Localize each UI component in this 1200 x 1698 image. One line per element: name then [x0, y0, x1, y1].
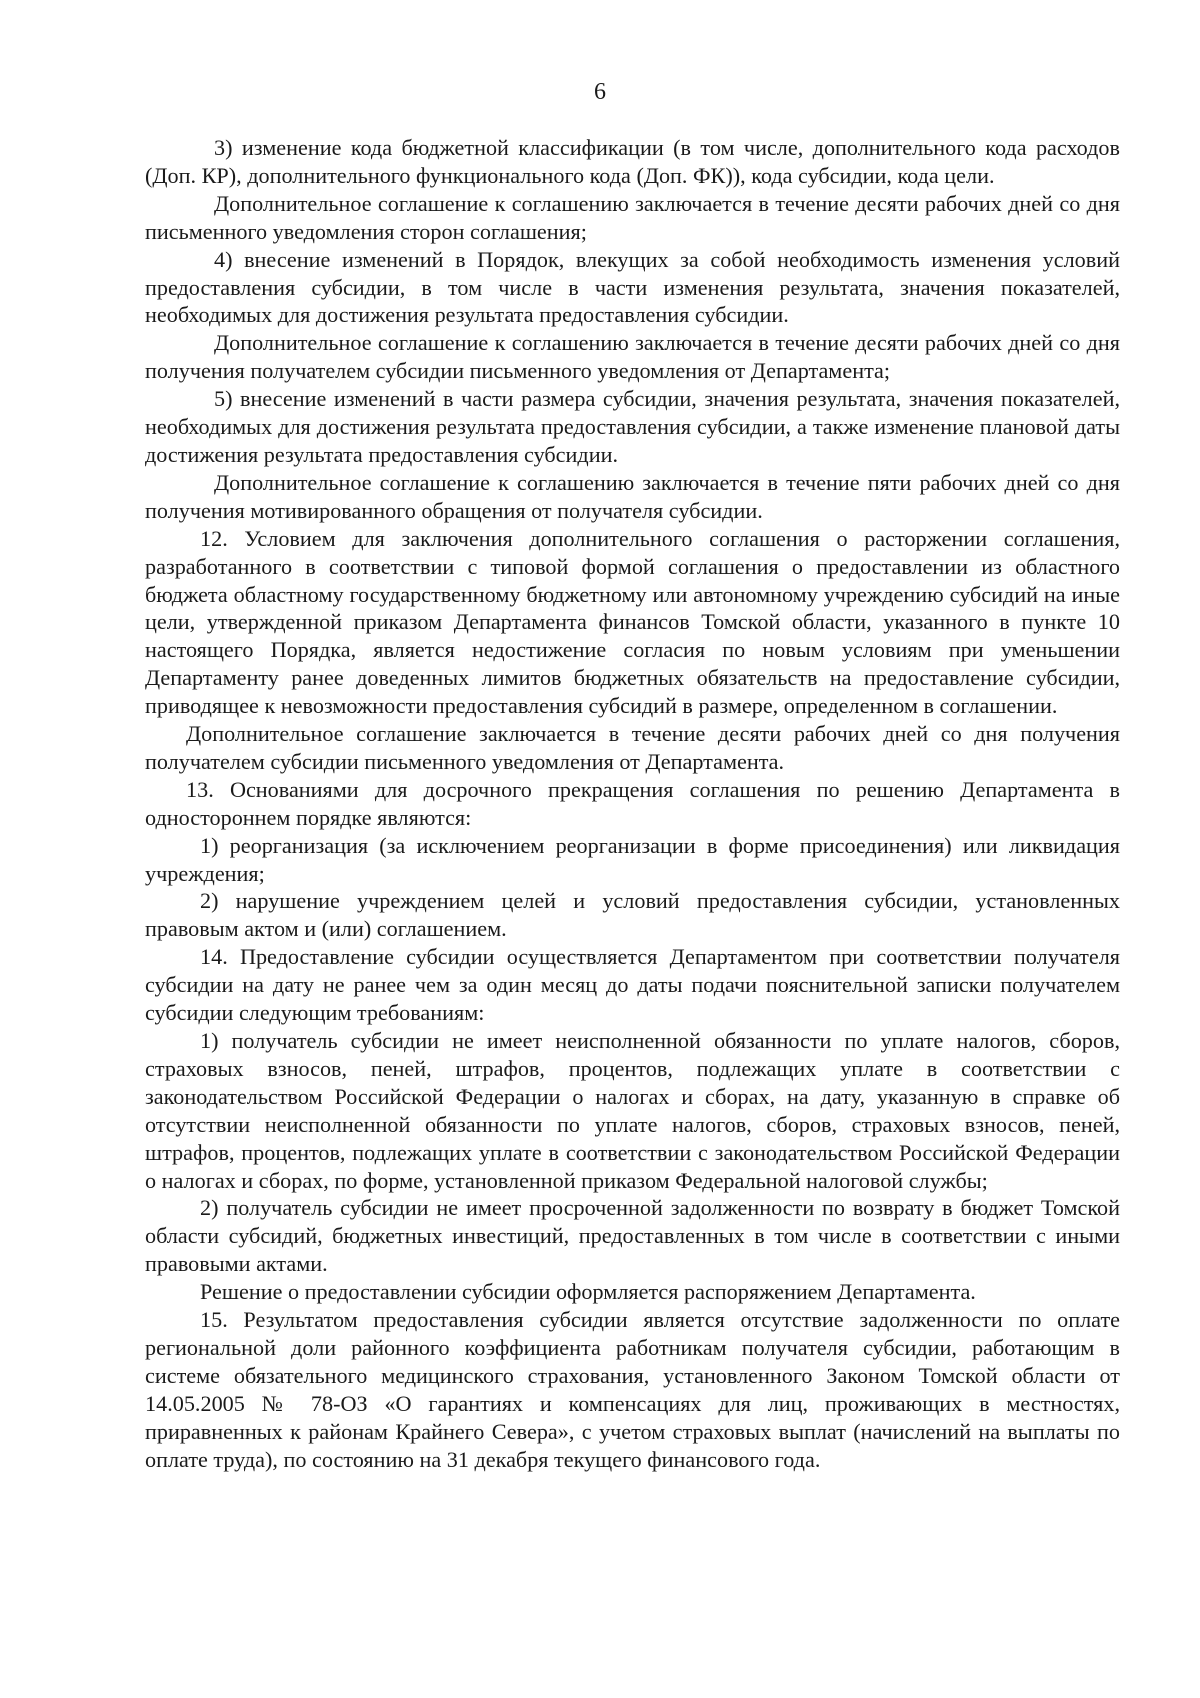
paragraph-additional-agreement-ten-days: Дополнительное соглашение заключается в течение десяти рабочих дней со дня получения получателем субсидии письменного уведомления от Департамента. [145, 721, 1120, 774]
paragraph-additional-agreement-department-notice: Дополнительное соглашение к соглашению заключается в течение десяти рабочих дней со дня получения получателем субсидии письменного уведомления от Департамента; [145, 330, 1120, 384]
paragraph-item-3-budget-code: 3) изменение кода бюджетной классификации (в том числе, дополнительного кода расходов (Доп. КР), дополнительного функционального кода (Доп. ФК)), кода субсидии, кода цели. [145, 135, 1120, 188]
paragraph-additional-agreement-notice: Дополнительное соглашение к соглашению заключается в течение десяти рабочих дней со дня письменного уведомления сторон соглашения; [145, 190, 1120, 244]
page-number: 6 [594, 79, 606, 105]
paragraph-section-15: 15. Результатом предоставления субсидии является отсутствие задолженности по оплате региональной доли районного коэффициента работникам получателя субсидии, работающим в системе обязательного медицинского страхования, установленного Законом Томской области от 14.05.2005 № 78-ОЗ «О гарантиях и компенсациях для лиц, проживающих в местностях, приравненных к районам Крайнего Севера», с учетом страховых выплат (начислений на выплаты по оплате труда), по состоянию на 31 декабря текущего финансового года. [145, 1307, 1120, 1472]
document-body [145, 134, 1120, 1474]
paragraph-item-4-procedure-changes: 4) внесение изменений в Порядок, влекущих за собой необходимость изменения условий предоставления субсидии, в том числе в части изменения результата, значения показателей, необходимых для достижения результата предоставления субсидии. [145, 246, 1120, 328]
paragraph-section-14-item-1: 1) получатель субсидии не имеет неисполненной обязанности по уплате налогов, сборов, страховых взносов, пеней, штрафов, процентов, подлежащих уплате в соответствии с законодательством Российской Федерации о налогах и сборах, на дату, указанную в справке об отсутствии неисполненной обязанности по уплате налогов, сборов, страховых взносов, пеней, штрафов, процентов, подлежащих уплате в соответствии с законодательством Российской Федерации о налогах и сборах, по форме, установленной приказом Федеральной налоговой службы; [145, 1028, 1120, 1193]
paragraph-section-13-item-2: 2) нарушение учреждением целей и условий предоставления субсидии, установленных правовым актом и (или) соглашением. [145, 888, 1120, 942]
paragraph-section-13: 13. Основаниями для досрочного прекращения соглашения по решению Департамента в одностороннем порядке являются: [145, 776, 1120, 830]
paragraph-item-5-subsidy-size: 5) внесение изменений в части размера субсидии, значения результата, значения показателей, необходимых для достижения результата предоставления субсидии, а также изменение плановой даты достижения результата предоставления субсидии. [145, 386, 1120, 467]
paragraph-section-14: 14. Предоставление субсидии осуществляется Департаментом при соответствии получателя субсидии на дату не ранее чем за один месяц до даты подачи пояснительной записки получателем субсидии следующим требованиям: [145, 944, 1120, 1026]
paragraph-additional-agreement-five-days: Дополнительное соглашение к соглашению заключается в течение пяти рабочих дней со дня получения мотивированного обращения от получателя субсидии. [145, 469, 1120, 523]
paragraph-section-13-item-1: 1) реорганизация (за исключением реорганизации в форме присоединения) или ликвидация учреждения; [145, 832, 1120, 886]
paragraph-subsidy-decision: Решение о предоставлении субсидии оформляется распоряжением Департамента. [200, 1279, 976, 1305]
paragraph-section-14-item-2: 2) получатель субсидии не имеет просроченной задолженности по возврату в бюджет Томской области субсидий, бюджетных инвестиций, предоставленных в том числе в соответствии с иными правовыми актами. [145, 1195, 1120, 1277]
paragraph-section-12: 12. Условием для заключения дополнительного соглашения о расторжении соглашения, разработанного в соответствии с типовой формой соглашения о предоставлении из областного бюджета областному государственному бюджетному или автономному учреждению субсидий на иные цели, утвержденной приказом Департамента финансов Томской области, указанного в пункте 10 настоящего Порядка, является недостижение согласия по новым условиям при уменьшении Департаменту ранее доведенных лимитов бюджетных обязательств на предоставление субсидии, приводящее к невозможности предоставления субсидий в размере, определенном в соглашении. [145, 525, 1120, 719]
